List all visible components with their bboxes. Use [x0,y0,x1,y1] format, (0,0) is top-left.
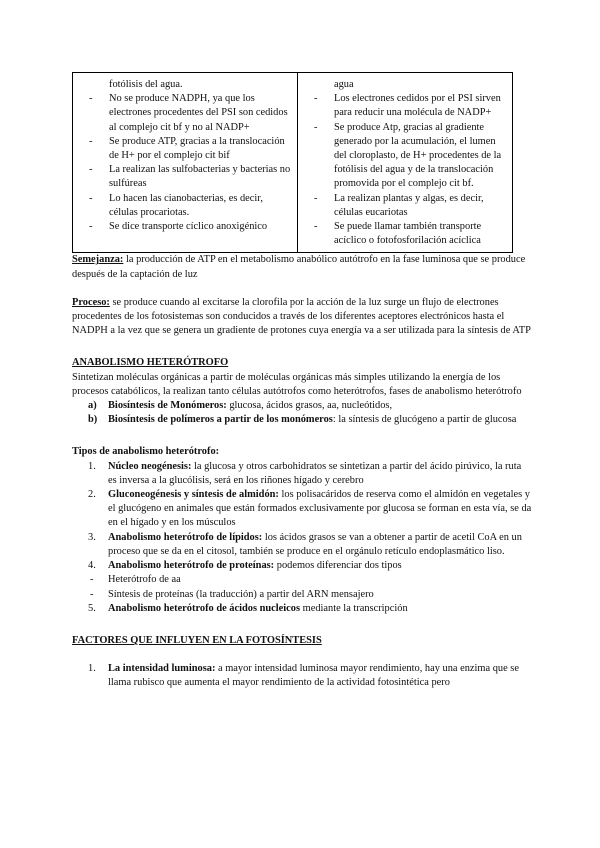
factor-item-title: La intensidad luminosa: [108,663,216,675]
phase-item-text: glucosa, ácidos grasos, aa, nucleótidos, [226,400,393,412]
type-item-text: los polisacáridos de reserva como el almidón en vegetales y el glucógeno en animales que están formados exclusivamente por glucosa se forman en esta vía, se da en el hígado y en los músculos [108,489,532,529]
phase-item-title: Biosíntesis de polímeros a partir de los monómeros [108,414,333,426]
type-item [72,488,532,531]
proceso-text: se produce cuando al excitarse la clorofila por la acción de la luz surge un flujo de electrones procedentes de los fotosistemas son conducidos a través de los diferentes aceptores electrónicos hasta el NADPH a la vez que se genera un gradiente de protones cuya energía va a ser utilizada para la síntesis de ATP [72,296,531,337]
type-item [72,588,532,602]
type-item-text: los ácidos grasos se van a obtener a partir de acetil CoA en un proceso que se da en el citosol, también se produce en el orgánulo retículo endoplasmático liso. [108,531,522,557]
semejanza-label: Semejanza: [72,254,124,266]
acyclic-item: - Los electrones cedidos por el PSI sirven para reducir una molécula de NADP+ [304,92,506,120]
type-item-text: Heterótrofo de aa [108,574,181,586]
acyclic-item: - Se puede llamar también transporte acíclico o fotofosforilación acíclica [304,220,506,248]
type-item-marker: 2. [88,489,96,501]
type-item-title: Anabolismo heterótrofo de lípidos: [108,531,263,543]
type-item-title: Anabolismo heterótrofo de proteínas: [108,560,275,572]
cyclic-item: - No se produce NADPH, ya que los electrones procedentes del PSI son cedidos al complejo cit bf y no al NADP+ [79,92,291,135]
phase-item-text: : la síntesis de glucógeno a partir de glucosa [332,414,517,426]
type-item-text: la glucosa y otros carbohidratos se sintetizan a partir del ácido pirúvico, la ruta es inversa a la glucólisis, será en los riñones hígado y cerebro [108,460,522,486]
type-item-title: Gluconeogénesis y síntesis de almidón: [108,489,279,501]
factor-item-text: a mayor intensidad luminosa mayor rendimiento, hay una enzima que se llama rubisco que aumenta el mayor rendimiento de la actividad fotosintética pero [108,663,519,689]
type-item-marker: - [90,574,94,586]
cyclic-item: - Se dice transporte cíclico anoxigénico [79,220,291,234]
type-item-marker: 4. [88,560,96,572]
acyclic-column [298,73,513,253]
acyclic-item: - Se produce Atp, gracias al gradiente generado por la acumulación, el lumen del cloroplasto, de H+ procedentes de la fotólisis del agua y de la translocación promovida por el complejo cit bf. [304,121,506,192]
type-item-marker: 3. [88,531,96,543]
proceso-label: Proceso: [72,296,110,308]
factores-heading: FACTORES QUE INFLUYEN EN LA FOTOSÍNTESIS [72,634,322,646]
type-item-title: Núcleo neogénesis: [108,460,192,472]
type-item-marker: 5. [88,602,96,614]
phase-item-title: Biosíntesis de Monómeros: [108,400,227,412]
anabolismo-heading: ANABOLISMO HETERÓTROFO [72,357,229,369]
types-heading-text: Tipos de anabolismo heterótrofo: [72,446,220,458]
cyclic-item: - La realizan las sulfobacterias y bacterias no sulfúreas [79,163,291,191]
cyclic-item: - Se produce ATP, gracias a la translocación de H+ por el complejo cit bif [79,135,291,163]
phase-item-marker: a) [88,400,97,412]
cyclic-list [79,78,291,234]
phases-list [72,399,532,427]
semejanza-text: la producción de ATP en el metabolismo anabólico autótrofo en la fase luminosa que se produce después de la captación de luz [72,254,526,280]
cyclic-item: fotólisis del agua. [109,79,183,90]
acyclic-item: - La realizan plantas y algas, es decir, células eucariotas [304,192,506,220]
factores-list [72,662,532,690]
types-heading [72,445,532,459]
type-item [72,460,532,488]
acyclic-list [304,78,506,248]
comparison-table [72,72,513,253]
types-list [72,460,532,616]
type-item [72,559,532,573]
phase-item-marker: b) [88,414,98,426]
cyclic-column [73,73,298,253]
type-item-marker: - [90,588,94,600]
anabolismo-intro: Sintetizan moléculas orgánicas a partir de moléculas orgánicas más simples utilizando la energía de los procesos catabólicos, la realizan tanto células autótrofos como heterótrofos, fases de anabolismo heterótrofo [72,371,522,397]
factor-item-marker: 1. [88,663,96,675]
factor-item [72,662,532,690]
type-item-text: Síntesis de proteínas (la traducción) a partir del ARN mensajero [108,588,374,600]
semejanza-paragraph [72,253,532,281]
phase-item [72,399,532,413]
cyclic-item: - Lo hacen las cianobacterias, es decir, células procariotas. [79,192,291,220]
type-item [72,531,532,559]
type-item-text: podemos diferenciar dos tipos [274,560,402,572]
type-item-title: Anabolismo heterótrofo de ácidos nucleicos [108,602,301,614]
acyclic-item: agua [334,79,354,90]
proceso-paragraph [72,296,532,339]
type-item [72,602,532,616]
type-item-text: mediante la transcripción [300,602,408,614]
phase-item [72,413,532,427]
type-item [72,573,532,587]
document-page [72,72,532,691]
type-item-marker: 1. [88,460,96,472]
